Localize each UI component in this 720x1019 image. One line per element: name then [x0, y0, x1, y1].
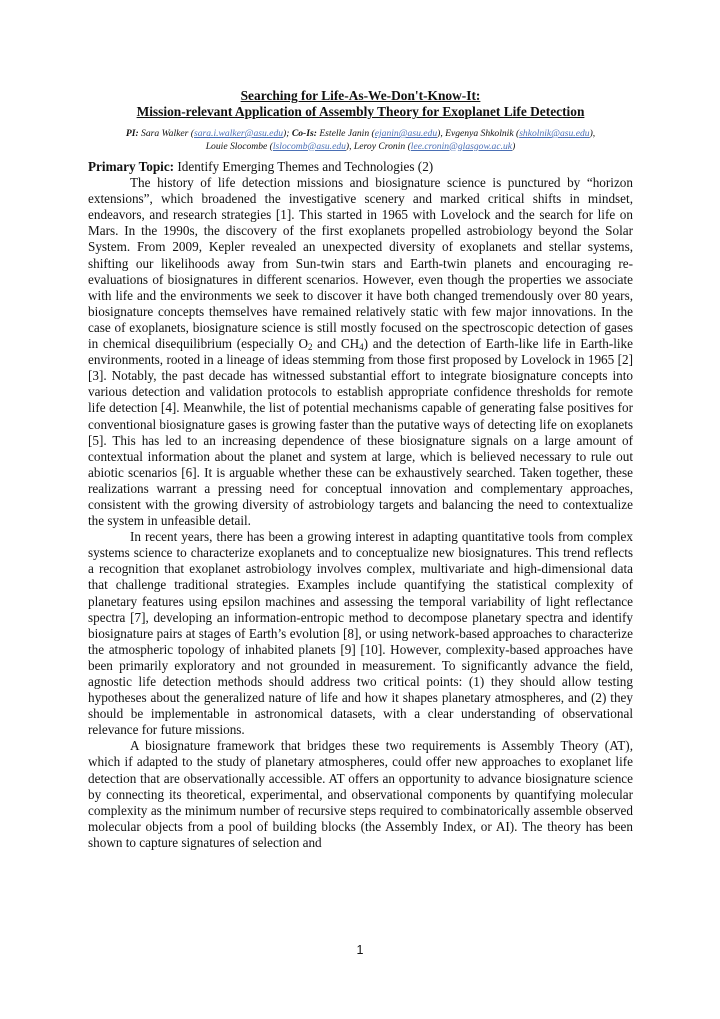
body-paragraph-2: In recent years, there has been a growing interest in adapting quantitative tools from complex systems science to characterize exoplanets and to conceptualize new biosignatures. This trend reflects a recognition that exoplanet astrobiology involves complex, multivariate and high-dimensional data that challenge traditional strategies. Examples include quantifying the statistical complexity of planetary features using epsilon machines and assessing the temporal variability of light reflectance spectra [7], developing an information-entropic method to decompose planetary spectra and identify biosignature pairs at stages of Earth’s evolution [8], or using network-based approaches to characterize the atmospheric topology of inhabited planets [9] [10]. However, complexity-based approaches have been primarily exploratory and not grounded in measurement. To significantly advance the field, agnostic life detection methods should address two critical points: (1) they should allow testing hypotheses about the generalized nature of life and how it shapes planetary atmospheres, and (2) they should be implementable in astronomical datasets, with a clear understanding of observational relevance for future missions.	[88, 529, 633, 738]
coi-name: Estelle Janin	[319, 128, 370, 139]
page-number: 1	[356, 943, 364, 957]
author-list: PI: Sara Walker (sara.i.walker@asu.edu); Co-Is: Estelle Janin (ejanin@asu.edu), Evgenya Shkolnik (shkolnik@asu.edu), Louie Slocombe (lslocomb@asu.edu), Leroy Cronin (lee.cronin@glasgow.ac.uk)	[125, 128, 596, 152]
body-paragraph-1	[88, 175, 633, 529]
paragraph-text: The history of life detection missions and biosignature science is punctured by “horizon extensions”, which broadened the investigative scenery and marked critical shifts in mindset, endeavors, and research strategies [1]. This started in 1965 with Lovelock and the search for life on Mars. In the 1990s, the discovery of the first exoplanets propelled astrobiology beyond the Solar System. From 2009, Kepler revealed an unexpected diversity of exoplanets and stellar systems, shifting our likelihoods away from Sun-twin stars and Earth-twin planets and encouraging re-evaluations of biosignatures in different scenarios. However, even though the properties we associate with life and the environments we seek to discover it have both changed tremendously over 80 years, biosignature concepts themselves have remained relatively static with few major innovations. In the case of exoplanets, biosignature science is still mostly focused on the spectroscopic detection of gases in chemical disequilibrium (especially O	[88, 175, 633, 352]
coi-email-link[interactable]: lslocomb@asu.edu	[272, 140, 346, 152]
coi-name: Evgenya Shkolnik	[445, 128, 514, 139]
coi-email-link[interactable]: lee.cronin@glasgow.ac.uk	[410, 140, 513, 152]
coi-label: Co-Is:	[291, 128, 317, 139]
pi-email-link[interactable]: sara.i.walker@asu.edu	[194, 128, 284, 139]
title-line-1: Searching for Life-As-We-Don't-Know-It:	[240, 88, 481, 103]
coi-email-link[interactable]: shkolnik@asu.edu	[519, 128, 590, 139]
paragraph-text: and CH	[312, 336, 360, 352]
coi-name: Louie Slocombe	[205, 140, 268, 152]
document-title	[88, 88, 633, 120]
primary-topic-label: Primary Topic:	[88, 159, 175, 174]
primary-topic	[88, 159, 633, 175]
pi-label: PI:	[125, 128, 139, 139]
subscript: 2	[308, 342, 313, 353]
pi-name: Sara Walker	[141, 128, 189, 139]
primary-topic-value: Identify Emerging Themes and Technologies (2)	[177, 159, 434, 174]
paragraph-text: ) and the detection of Earth-like life in Earth-like environments, rooted in a lineage of ideas stemming from those first proposed by Lovelock in 1965 [2] [3]. Notably, the past decade has witnessed substantial effort to integrate biosignature concepts into various detection and validation protocols to establish appropriate confidence thresholds for remote life detection [4]. Meanwhile, the list of potential mechanisms capable of generating false positives for conventional biosignature gases is growing faster than the putative ways of detecting life on exoplanets [5]. This has led to an increasing dependence of these biosignature signals on a large amount of contextual information about the planet and system at large, which is believed necessary to rule out abiotic scenarios [6]. It is arguable whether these can be exhaustively searched. Taken together, these realizations warrant a pressing need for conceptual innovation and complementary approaches, consistent with the growing diversity of astrobiology targets and balancing the need to contextualize the system in unfeasible detail.	[88, 336, 633, 529]
coi-email-link[interactable]: ejanin@asu.edu	[374, 128, 438, 139]
body-paragraph-3: A biosignature framework that bridges these two requirements is Assembly Theory (AT), which if adapted to the study of planetary atmospheres, could offer new approaches to exoplanet life detection that are observationally accessible. AT offers an opportunity to advance biosignature science by connecting its theoretical, experimental, and observational components by quantifying molecular complexity as the minimum number of recursive steps required to combinatorically assemble observed molecular objects from a pool of building blocks (the Assembly Index, or AI). The theory has been shown to capture signatures of selection and	[88, 738, 633, 850]
title-line-2: Mission-relevant Application of Assembly Theory for Exoplanet Life Detection	[136, 104, 585, 119]
page-content	[88, 88, 633, 851]
coi-name: Leroy Cronin	[353, 140, 406, 152]
subscript: 4	[359, 342, 364, 353]
